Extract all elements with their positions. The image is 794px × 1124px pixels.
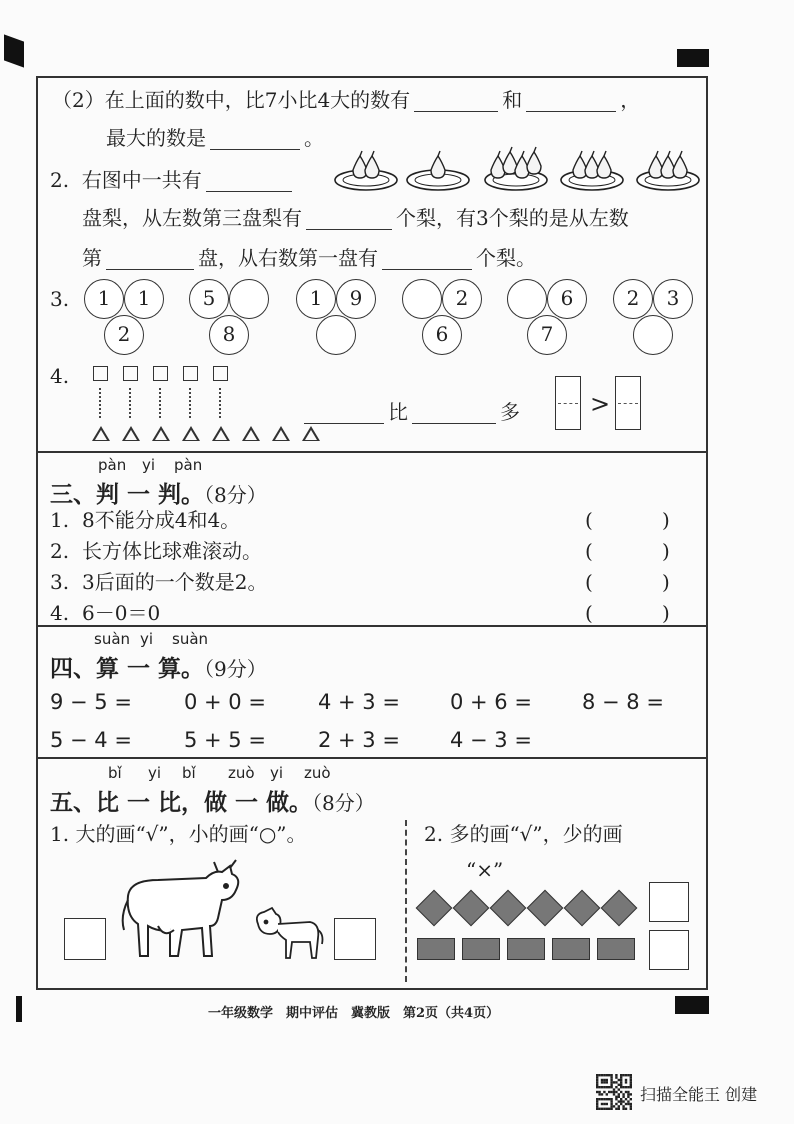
number-bond-group: [613, 279, 693, 359]
box-dashed-line: [618, 403, 638, 404]
pear-plate: [485, 147, 547, 190]
q2-text-4: 第: [82, 246, 102, 270]
number-bond-top-left: 2: [613, 279, 653, 319]
judge-item-text: 长方体比球难滚动。: [82, 539, 262, 563]
number-bond-top-right: 6: [547, 279, 587, 319]
pear-plates-illustration: [330, 140, 700, 196]
q2-text-5: 盘，从右数第一盘有: [198, 246, 378, 270]
dotted-line: [219, 388, 221, 418]
calc-problem[interactable]: 2 + 3 =: [318, 728, 400, 752]
pear-icon: [431, 156, 445, 178]
calc-problem[interactable]: 9 − 5 =: [50, 690, 132, 714]
section5-sub1: 1. 大的画“√”，小的画“○”。: [50, 822, 307, 846]
number-bond-top-right: 2: [442, 279, 482, 319]
number-bond-bottom: 6: [422, 315, 462, 355]
triangle-icon-fill: [275, 430, 287, 440]
triangle-icon-fill: [155, 430, 167, 440]
judge-paren-open: (: [585, 570, 593, 594]
calc-problem[interactable]: 0 + 6 =: [450, 690, 532, 714]
answer-blank[interactable]: [412, 403, 496, 424]
q4-number: 4.: [50, 364, 70, 388]
number-bond-group: [189, 279, 269, 359]
square-icon: [153, 366, 168, 381]
judge-paren-open: (: [585, 601, 593, 625]
pear-plate: [637, 151, 699, 190]
rectangle-icon: [552, 938, 590, 960]
q2-line1: [50, 168, 292, 192]
q4-answer-box-left[interactable]: [555, 376, 581, 430]
pinyin-syllable: pàn: [174, 456, 203, 474]
number-bond-top-left: 1: [296, 279, 336, 319]
q4-answer-box-right[interactable]: [615, 376, 641, 430]
answer-blank[interactable]: [206, 171, 292, 192]
triangle-icon-fill: [305, 430, 317, 440]
number-bond-top-left[interactable]: [507, 279, 547, 319]
q1-part2-max-text: 最大的数是: [106, 126, 206, 150]
section5-sub2-line1: 2. 多的画“√”，少的画: [424, 822, 623, 846]
q2-text-6: 个梨。: [476, 246, 536, 270]
pinyin-syllable: suàn: [172, 630, 209, 648]
pinyin-syllable: pàn: [98, 456, 127, 474]
q2-text: 右图中一共有: [81, 168, 202, 192]
judge-item-number: 4.: [50, 601, 70, 625]
pinyin-syllable: yi: [148, 764, 162, 782]
dotted-line: [129, 388, 131, 418]
pear-plate: [407, 151, 469, 190]
section-divider-4: [36, 625, 708, 627]
pinyin-syllable: zuò: [228, 764, 255, 782]
section4-score: （9分）: [204, 657, 267, 681]
section4-title-text: 四、算 一 算。: [50, 655, 205, 682]
number-bond-group: [84, 279, 164, 359]
square-icon: [123, 366, 138, 381]
square-icon: [183, 366, 198, 381]
small-animal-answer-box[interactable]: [334, 918, 376, 960]
q1-part2-text: （2）在上面的数中，比7小比4大的数有: [52, 88, 411, 112]
judge-paren-open: (: [585, 539, 593, 563]
pear-icon: [527, 152, 541, 174]
big-animal-answer-box[interactable]: [64, 918, 106, 960]
triangle-icon-fill: [125, 430, 137, 440]
registration-mark-top-left: [4, 34, 24, 67]
dotted-line: [159, 388, 161, 418]
cow-illustration: [118, 856, 244, 962]
q2-text-3: 个梨，有3个梨的是从左数: [396, 206, 629, 230]
qr-code-icon: [596, 1074, 632, 1110]
square-icon: [93, 366, 108, 381]
answer-blank[interactable]: [306, 209, 392, 230]
section3-title-text: 三、判 一 判。: [50, 481, 205, 508]
number-bond-top-left[interactable]: [402, 279, 442, 319]
q1-part2-and: 和: [502, 88, 523, 112]
number-bond-top-right: 1: [124, 279, 164, 319]
rectangle-icon: [597, 938, 635, 960]
triangle-icon-fill: [215, 430, 227, 440]
box-dashed-line: [558, 403, 578, 404]
number-bond-top-left: 5: [189, 279, 229, 319]
section3-title: [50, 476, 267, 509]
judge-answer-slot[interactable]: [600, 601, 660, 625]
judge-paren-close: ): [662, 539, 670, 563]
section-divider-3: [36, 451, 708, 453]
q3-number: 3.: [50, 287, 70, 311]
page-footer: 一年级数学 期中评估 冀教版 第2页（共4页）: [208, 1006, 500, 1021]
pinyin-syllable: yi: [270, 764, 284, 782]
pinyin-syllable: bǐ: [182, 764, 196, 782]
q2-number: 2.: [50, 168, 70, 192]
section5-dashed-divider: [405, 820, 407, 982]
q2-line3: [82, 246, 536, 270]
number-bond-group: [402, 279, 482, 359]
number-bond-top-right: 9: [336, 279, 376, 319]
number-bond-bottom: 8: [209, 315, 249, 355]
calf-illustration: [252, 904, 326, 962]
pinyin-syllable: yi: [142, 456, 156, 474]
judge-item-number: 3.: [50, 570, 70, 594]
q1-part2-line1: [52, 88, 640, 112]
triangle-icon-fill: [95, 430, 107, 440]
diamonds-answer-box[interactable]: [649, 882, 689, 922]
rectangle-icon: [417, 938, 455, 960]
section4-title: [50, 650, 267, 683]
number-bond-top-right: 3: [653, 279, 693, 319]
q2-line2: [82, 206, 629, 230]
answer-blank[interactable]: [382, 249, 472, 270]
q4-bi: 比: [388, 400, 408, 424]
registration-mark-bottom-left: [16, 996, 22, 1022]
calc-problem[interactable]: 4 + 3 =: [318, 690, 400, 714]
q4-compare-text: [304, 400, 520, 424]
q1-part2-period: 。: [304, 126, 324, 150]
calc-problem[interactable]: 8 − 8 =: [582, 690, 664, 714]
pinyin-syllable: bǐ: [108, 764, 122, 782]
section3-score: （8分）: [204, 483, 267, 507]
pear-icon: [573, 156, 587, 178]
q2-text-2: 盘梨，从左数第三盘梨有: [82, 206, 302, 230]
pinyin-syllable: suàn: [94, 630, 131, 648]
dotted-line: [99, 388, 101, 418]
judge-item-text: 6－0＝0: [82, 601, 161, 625]
rectangle-icon: [462, 938, 500, 960]
judge-answer-slot[interactable]: [600, 570, 660, 594]
square-icon: [213, 366, 228, 381]
judge-answer-slot[interactable]: [600, 508, 660, 532]
triangle-icon-fill: [185, 430, 197, 440]
pear-icon: [585, 156, 599, 178]
pear-icon: [365, 156, 379, 178]
greater-than-sign: >: [590, 390, 611, 418]
number-bond-bottom: 7: [527, 315, 567, 355]
number-bond-bottom: 2: [104, 315, 144, 355]
pear-plate: [561, 151, 623, 190]
judge-item-number: 2.: [50, 539, 70, 563]
q1-part2-line2: [106, 126, 324, 150]
pear-icon: [353, 156, 367, 178]
judge-item-text: 3后面的一个数是2。: [82, 570, 268, 594]
number-bond-group: [296, 279, 376, 359]
calc-problem[interactable]: 4 − 3 =: [450, 728, 532, 752]
answer-blank[interactable]: [210, 129, 300, 150]
pear-icon: [597, 156, 611, 178]
number-bond-top-right[interactable]: [229, 279, 269, 319]
judge-paren-close: ): [662, 508, 670, 532]
section5-title-text: 五、比 一 比，做 一 做。: [50, 789, 313, 816]
rectangles-answer-box[interactable]: [649, 930, 689, 970]
calc-problem[interactable]: 5 + 5 =: [184, 728, 266, 752]
section5-title: [50, 784, 375, 817]
pear-icon: [649, 156, 663, 178]
dotted-line: [189, 388, 191, 418]
number-bond-bottom[interactable]: [316, 315, 356, 355]
calc-problem[interactable]: 0 + 0 =: [184, 690, 266, 714]
judge-paren-close: ): [662, 601, 670, 625]
answer-blank[interactable]: [304, 403, 384, 424]
pinyin-syllable: yi: [140, 630, 154, 648]
number-bond-bottom[interactable]: [633, 315, 673, 355]
pinyin-syllable: zuò: [304, 764, 331, 782]
section-divider-5: [36, 757, 708, 759]
calc-problem[interactable]: 5 − 4 =: [50, 728, 132, 752]
scanner-watermark-text: 扫描全能王 创建: [640, 1085, 758, 1104]
registration-mark-top-right: [677, 49, 709, 67]
judge-paren-close: ): [662, 570, 670, 594]
judge-item-text: 8不能分成4和4。: [82, 508, 241, 532]
answer-blank[interactable]: [106, 249, 194, 270]
number-bond-group: [507, 279, 587, 359]
q4-duo: 多: [500, 400, 520, 424]
q1-part2-comma: ，: [620, 88, 641, 112]
triangle-icon-fill: [245, 430, 257, 440]
rectangle-icon: [507, 938, 545, 960]
registration-mark-bottom-right: [675, 996, 709, 1014]
pear-icon: [661, 156, 675, 178]
pear-plate: [335, 151, 397, 190]
number-bond-top-left: 1: [84, 279, 124, 319]
section5-score: （8分）: [312, 791, 375, 815]
answer-blank[interactable]: [526, 91, 616, 112]
answer-blank[interactable]: [414, 91, 498, 112]
judge-paren-open: (: [585, 508, 593, 532]
section5-sub2-line2: “×”: [466, 858, 504, 882]
judge-item-number: 1.: [50, 508, 70, 532]
pear-icon: [673, 156, 687, 178]
judge-answer-slot[interactable]: [600, 539, 660, 563]
